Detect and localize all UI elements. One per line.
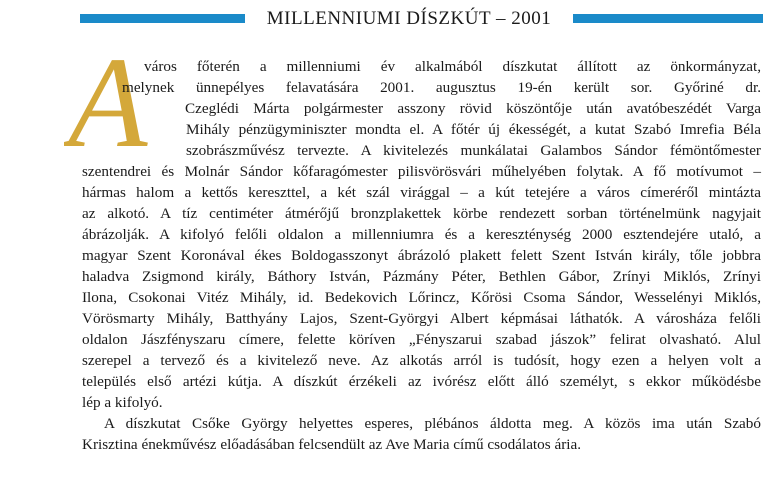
text-line: Ilona, Csokonai Vitéz Mihály, id. Bedekovich Lőrincz, Kőrösi Csoma Sándor, Wesselényi Miklós,	[82, 289, 761, 306]
text-line: szentendrei és Molnár Sándor kőfaragómester pilisvörösvári műhelyében folytak. A fő motívumot –	[82, 163, 761, 180]
text-line: lép a kifolyó.	[82, 394, 163, 411]
text-line: hármas halom a kettős kereszttel, a két szál virággal – a kút tetejére a város címeréről mintázta	[82, 184, 761, 201]
text-line: szerepel a tervező és a kivitelező neve. Az alkotás arról is tudósít, hogy ezen a helyen volt a	[82, 352, 761, 369]
svg-text:A: A	[68, 38, 148, 156]
header-rule-right	[573, 14, 763, 23]
text-line: város főterén a millenniumi év alkalmából díszkutat állított az önkormányzat,	[144, 58, 761, 75]
article-header	[0, 5, 773, 33]
text-line: haladva Zsigmond király, Báthory István, Pázmány Péter, Bethlen Gábor, Zrínyi Miklós, Zrínyi	[82, 268, 761, 285]
text-line: Czeglédi Márta polgármester asszony rövid köszöntője után avatóbeszédét Varga	[185, 100, 761, 117]
text-line: A díszkutat Csőke György helyettes esperes, plébános áldotta meg. A közös ima után Szabó	[104, 415, 761, 432]
text-line: melynek ünnepélyes felavatására 2001. augusztus 19-én került sor. Győriné dr.	[122, 79, 761, 96]
text-line: Vörösmarty Mihály, Batthyány Lajos, Szent-Györgyi Albert képmásai láthatók. A városháza felőli	[82, 310, 761, 327]
text-line: az alkotó. A tíz centiméter átmérőjű bronzplakettek körbe rendezett sorban történelmünk nagyjait	[82, 205, 761, 222]
text-line: Mihály pénzügyminiszter mondta el. A főtér új ékességét, a kutat Szabó Imrefia Béla	[186, 121, 761, 138]
article-title: MILLENNIUMI DÍSZKÚT – 2001	[266, 8, 552, 29]
text-line: ábrázolják. A kifolyó felőli oldalon a millenniumra és a kereszténység 2000 esztendejére utaló, a	[82, 226, 761, 243]
text-line: szobrászművész tervezte. A kivitelezés munkálatai Galambos Sándor fémöntőmester	[186, 142, 761, 159]
text-line: oldalon Jászfényszaru címere, felette köríven „Fényszarui szabad jászok” felirat olvasható. Alul	[82, 331, 761, 348]
text-line: magyar Szent Koronával ékes Boldogasszonyt ábrázoló plakett felett Szent István király, tőle jobbra	[82, 247, 761, 264]
text-line: Krisztina énekművész előadásában felcsendült az Ave Maria című csodálatos ária.	[82, 436, 582, 453]
header-rule-left	[80, 14, 245, 23]
text-line: település első artézi kútja. A díszkút érzékeli az ivórész előtt álló személyt, s ekkor működésbe	[82, 373, 761, 390]
